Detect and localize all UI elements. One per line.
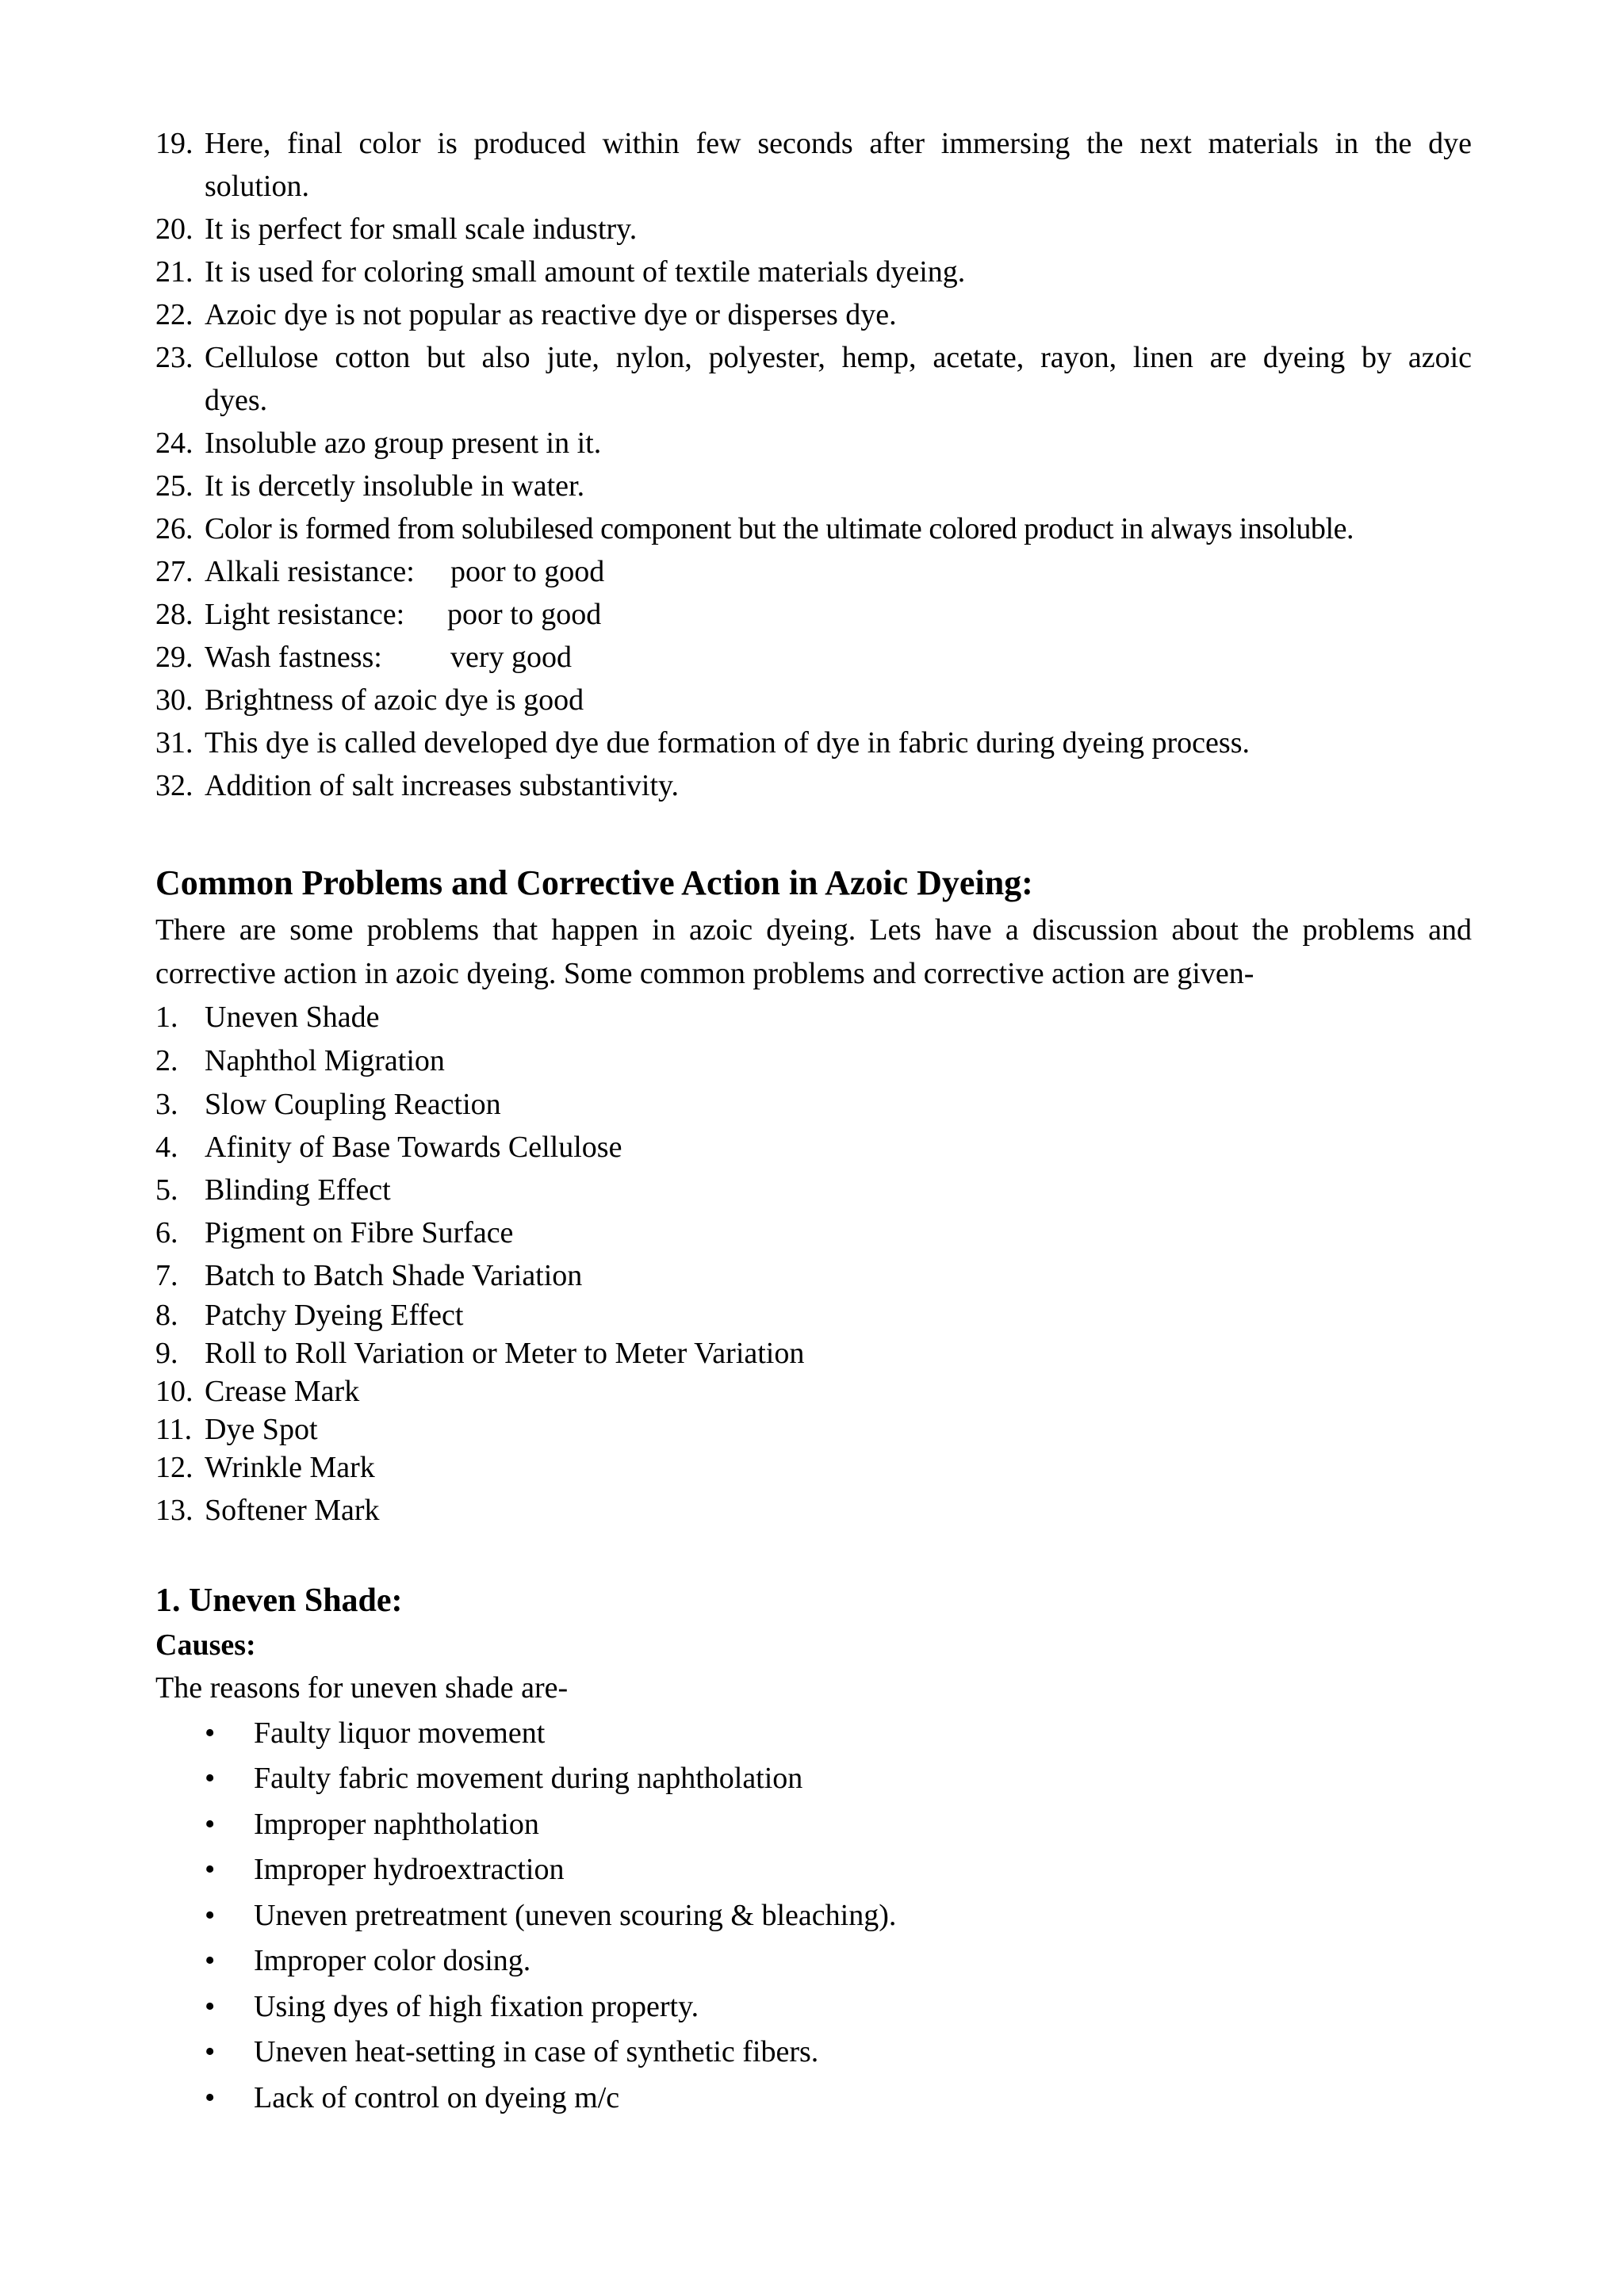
bullet-icon: • <box>205 1762 216 1795</box>
list-number: 31. <box>155 726 193 760</box>
list-number: 8. <box>155 1299 178 1332</box>
list-text: Uneven Shade <box>205 1001 380 1034</box>
list-number: 2. <box>155 1044 178 1077</box>
list-number: 9. <box>155 1337 178 1370</box>
list-number: 21. <box>155 255 193 289</box>
list-number: 26. <box>155 512 193 545</box>
property-label: Light resistance: <box>205 598 405 631</box>
list-number: 22. <box>155 298 193 331</box>
list-number: 30. <box>155 683 193 717</box>
bullet-text: Uneven pretreatment (uneven scouring & bleaching). <box>254 1899 897 1932</box>
bullet-text: Lack of control on dyeing m/c <box>254 2081 620 2114</box>
list-text-continuation: dyes. <box>205 384 268 417</box>
bullet-icon: • <box>205 1808 216 1841</box>
list-number: 11. <box>155 1413 193 1446</box>
causes-intro: The reasons for uneven shade are- <box>155 1671 569 1705</box>
list-text: Color is formed from solubilesed component but the ultimate colored product in always insoluble. <box>205 512 1354 545</box>
list-number: 27. <box>155 555 193 588</box>
list-text: It is perfect for small scale industry. <box>205 212 638 246</box>
list-text: Here, final color is produced within few seconds after immersing the next materials in the dye <box>205 127 1472 160</box>
list-text-continuation: solution. <box>205 170 309 203</box>
list-number: 25. <box>155 469 193 503</box>
bullet-icon: • <box>205 2081 216 2114</box>
list-number: 7. <box>155 1259 178 1292</box>
list-text: Cellulose cotton but also jute, nylon, polyester, hemp, acetate, rayon, linen are dyeing by azoic <box>205 341 1472 374</box>
property-label: Wash fastness: <box>205 641 382 674</box>
list-text: Wrinkle Mark <box>205 1451 375 1484</box>
list-number: 13. <box>155 1494 193 1527</box>
list-text: Patchy Dyeing Effect <box>205 1299 464 1332</box>
list-text: Insoluble azo group present in it. <box>205 427 602 460</box>
list-number: 28. <box>155 598 193 631</box>
bullet-text: Faulty liquor movement <box>254 1716 546 1750</box>
bullet-icon: • <box>205 1944 216 1977</box>
list-number: 6. <box>155 1216 178 1249</box>
list-number: 10. <box>155 1375 193 1408</box>
property-pair <box>205 550 604 593</box>
list-number: 3. <box>155 1088 178 1121</box>
property-pair <box>205 593 601 636</box>
list-number: 23. <box>155 341 193 374</box>
list-text: Afinity of Base Towards Cellulose <box>205 1131 622 1164</box>
bullet-text: Improper hydroextraction <box>254 1853 565 1886</box>
list-text: Crease Mark <box>205 1375 360 1408</box>
bullet-icon: • <box>205 2035 216 2068</box>
list-text: It is used for coloring small amount of textile materials dyeing. <box>205 255 966 289</box>
list-text: Azoic dye is not popular as reactive dye or disperses dye. <box>205 298 897 331</box>
property-value: poor to good <box>447 598 602 631</box>
list-text: Batch to Batch Shade Variation <box>205 1259 583 1292</box>
list-number: 32. <box>155 769 193 802</box>
property-value: very good <box>450 641 573 674</box>
bullet-icon: • <box>205 1716 216 1750</box>
bullet-text: Improper color dosing. <box>254 1944 531 1977</box>
list-text: Roll to Roll Variation or Meter to Meter Variation <box>205 1337 805 1370</box>
list-number: 1. <box>155 1001 178 1034</box>
list-text: Blinding Effect <box>205 1173 391 1207</box>
causes-heading: Causes: <box>155 1628 256 1662</box>
list-text: Dye Spot <box>205 1413 318 1446</box>
bullet-icon: • <box>205 1853 216 1886</box>
list-number: 20. <box>155 212 193 246</box>
list-text: Slow Coupling Reaction <box>205 1088 501 1121</box>
list-number: 5. <box>155 1173 178 1207</box>
subsection-heading: 1. Uneven Shade: <box>155 1582 403 1619</box>
property-value: poor to good <box>450 555 605 588</box>
list-number: 4. <box>155 1131 178 1164</box>
section-heading: Common Problems and Corrective Action in Azoic Dyeing: <box>155 863 1033 902</box>
intro-paragraph-line: There are some problems that happen in azoic dyeing. Lets have a discussion about the problems and <box>155 913 1472 947</box>
list-text: It is dercetly insoluble in water. <box>205 469 585 503</box>
list-text: Brightness of azoic dye is good <box>205 683 584 717</box>
list-number: 29. <box>155 641 193 674</box>
list-text: This dye is called developed dye due formation of dye in fabric during dyeing process. <box>205 726 1250 760</box>
bullet-text: Using dyes of high fixation property. <box>254 1990 699 2023</box>
list-number: 12. <box>155 1451 193 1484</box>
list-text: Naphthol Migration <box>205 1044 445 1077</box>
list-text: Pigment on Fibre Surface <box>205 1216 514 1249</box>
list-text: Addition of salt increases substantivity. <box>205 769 680 802</box>
bullet-icon: • <box>205 1990 216 2023</box>
property-label: Alkali resistance: <box>205 555 415 588</box>
bullet-text: Improper naphtholation <box>254 1808 539 1841</box>
bullet-text: Faulty fabric movement during naphtholation <box>254 1762 803 1795</box>
intro-paragraph-line: corrective action in azoic dyeing. Some common problems and corrective action are given- <box>155 957 1254 990</box>
property-pair <box>205 636 572 679</box>
bullet-text: Uneven heat-setting in case of synthetic fibers. <box>254 2035 819 2068</box>
list-number: 24. <box>155 427 193 460</box>
list-text: Softener Mark <box>205 1494 380 1527</box>
list-number: 19. <box>155 127 193 160</box>
bullet-icon: • <box>205 1899 216 1932</box>
